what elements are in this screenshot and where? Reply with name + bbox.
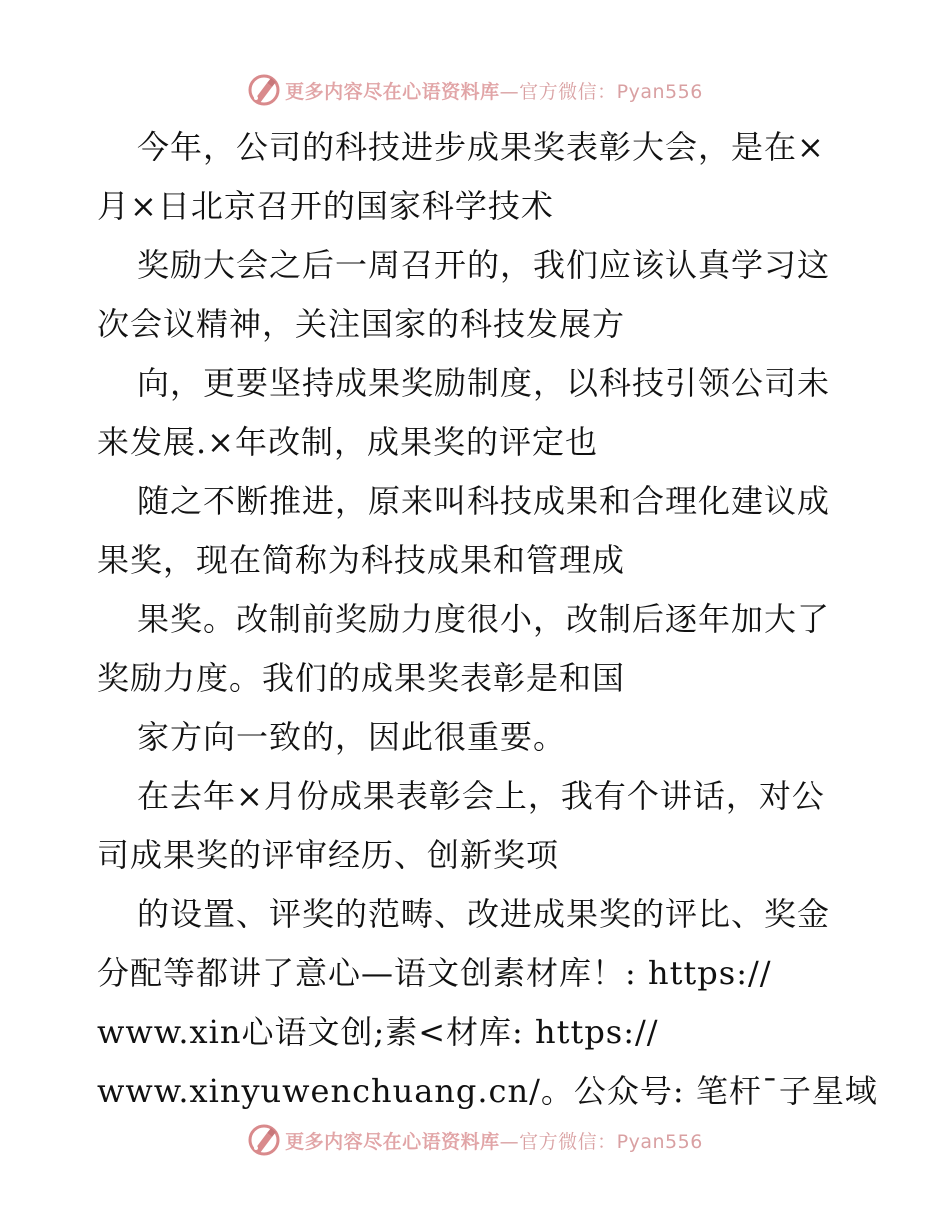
body-line: 果奖，现在简称为科技成果和管理成 <box>97 541 626 579</box>
body-line: 向，更要坚持成果奖励制度，以科技引领公司未 <box>137 364 831 402</box>
body-line: 今年，公司的科技进步成果奖表彰大会，是在× <box>137 128 825 166</box>
header-banner <box>0 70 950 110</box>
body-line: 果奖。改制前奖励力度很小，改制后逐年加大了 <box>137 600 831 638</box>
header-brand: 更多内容尽在心语资料库 <box>285 80 500 103</box>
body-line: 月×日北京召开的国家科学技术 <box>97 187 554 225</box>
body-line: 分配等都讲了意心—语文创素材库！: https:// <box>97 954 772 992</box>
footer-separator: — <box>499 1130 520 1153</box>
body-line: 在去年×月份成果表彰会上，我有个讲话，对公 <box>137 777 825 815</box>
body-line: 的设置、评奖的范畴、改进成果奖的评比、奖金 <box>137 895 831 933</box>
header-separator: — <box>499 80 520 103</box>
body-line: 随之不断推进，原来叫科技成果和合理化建议成 <box>137 482 831 520</box>
body-line: www.xin心语文创;素<材库: https:// <box>97 1013 659 1051</box>
header-banner-text <box>285 77 703 104</box>
body-line: 来发展.×年改制，成果奖的评定也 <box>97 423 598 461</box>
footer-banner-text <box>285 1127 703 1154</box>
body-line: 次会议精神，关注国家的科技发展方 <box>97 305 626 343</box>
body-line: 奖励大会之后一周召开的，我们应该认真学习这 <box>137 246 831 284</box>
footer-contact: 官方微信：Pyan556 <box>519 1130 703 1153</box>
footer-banner <box>0 1120 950 1160</box>
body-line: www.xinyuwenchuang.cn/。公众号: 笔杆¯子星域 <box>97 1072 878 1110</box>
document-body <box>97 118 878 1121</box>
pen-logo-icon <box>247 73 281 107</box>
body-line: 家方向一致的，因此很重要。 <box>137 718 567 756</box>
body-line: 司成果奖的评审经历、创新奖项 <box>97 836 560 874</box>
header-contact: 官方微信：Pyan556 <box>519 80 703 103</box>
footer-banner-inner <box>247 1123 703 1157</box>
footer-brand: 更多内容尽在心语资料库 <box>285 1130 500 1153</box>
header-banner-inner <box>247 73 703 107</box>
body-line: 奖励力度。我们的成果奖表彰是和国 <box>97 659 626 697</box>
pen-logo-icon <box>247 1123 281 1157</box>
